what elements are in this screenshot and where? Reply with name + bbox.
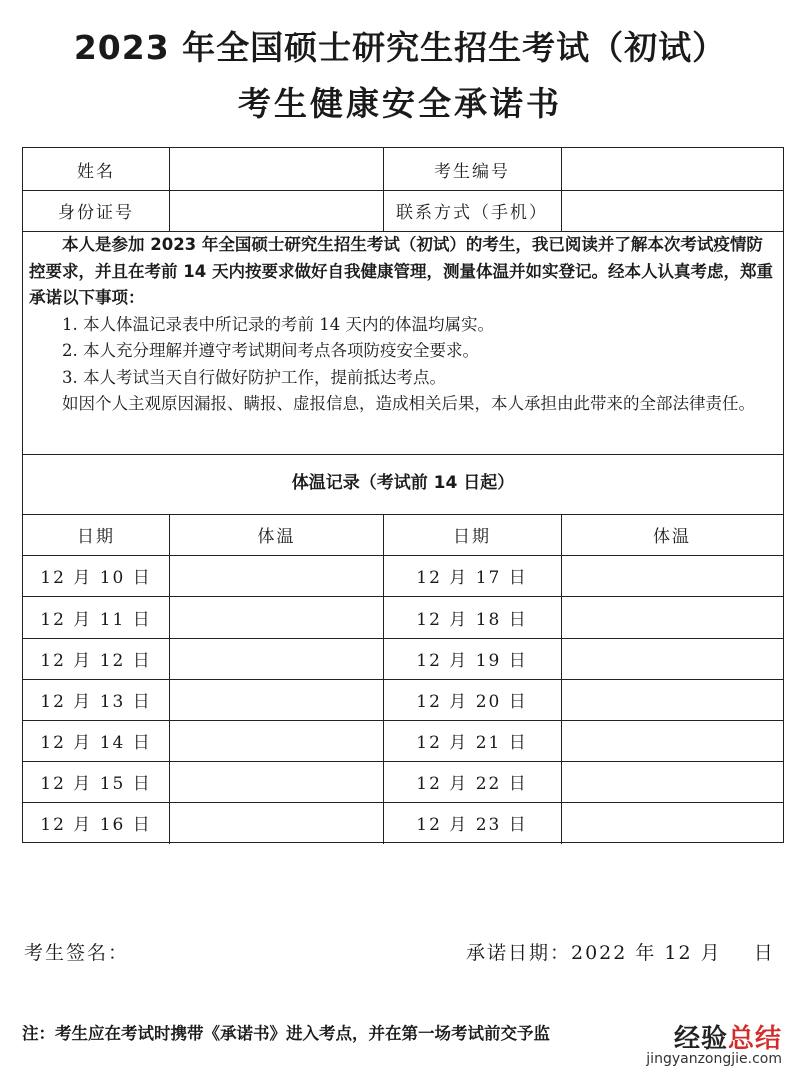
id-number-field[interactable] bbox=[170, 190, 383, 231]
date-cell: 12 月 14 日 bbox=[40, 733, 152, 753]
document-title: 2023 年全国硕士研究生招生考试（初试） bbox=[73, 28, 727, 67]
temperature-field[interactable] bbox=[170, 802, 383, 842]
name-field[interactable] bbox=[170, 148, 383, 190]
contact-label: 联系方式（手机） bbox=[396, 203, 548, 223]
temperature-field[interactable] bbox=[562, 596, 782, 638]
footnote: 注：考生应在考试时携带《承诺书》进入考点，并在第一场考试前交予监 bbox=[22, 1024, 550, 1043]
date-cell: 12 月 15 日 bbox=[40, 774, 152, 794]
temperature-field[interactable] bbox=[562, 679, 782, 720]
date-cell: 12 月 11 日 bbox=[40, 609, 152, 630]
temp-header-left: 体温 bbox=[257, 527, 296, 547]
promise-item-2: 2. 本人充分理解并遵守考试期间考点各项防疫安全要求。 bbox=[62, 341, 479, 360]
temperature-field[interactable] bbox=[562, 802, 782, 842]
commitment-date-label: 承诺日期：2022 年 12 月 日 bbox=[466, 942, 775, 964]
date-cell: 12 月 22 日 bbox=[416, 774, 528, 794]
temperature-field[interactable] bbox=[562, 720, 782, 761]
temperature-field[interactable] bbox=[170, 679, 383, 720]
id-number-label: 身份证号 bbox=[58, 203, 134, 223]
date-cell: 12 月 23 日 bbox=[416, 814, 528, 835]
promise-item-1: 1. 本人体温记录表中所记录的考前 14 天内的体温均属实。 bbox=[62, 314, 494, 334]
signature-label: 考生签名： bbox=[24, 942, 130, 964]
site-watermark bbox=[646, 1018, 782, 1067]
exam-number-label: 考生编号 bbox=[434, 161, 510, 182]
date-cell: 12 月 20 日 bbox=[416, 692, 528, 712]
temperature-field[interactable] bbox=[562, 761, 782, 802]
date-cell: 12 月 16 日 bbox=[40, 814, 152, 835]
date-cell: 12 月 17 日 bbox=[416, 568, 528, 588]
document-subtitle: 考生健康安全承诺书 bbox=[238, 84, 562, 123]
date-cell: 12 月 10 日 bbox=[40, 568, 152, 588]
row-divider bbox=[23, 454, 783, 455]
temperature-field[interactable] bbox=[170, 761, 383, 802]
temperature-field[interactable] bbox=[170, 638, 383, 679]
promise-closing: 如因个人主观原因漏报、瞒报、虚报信息，造成相关后果，本人承担由此带来的全部法律责任。 bbox=[62, 394, 755, 413]
temperature-field[interactable] bbox=[170, 555, 383, 596]
temperature-field[interactable] bbox=[562, 638, 782, 679]
temperature-record-title: 体温记录（考试前 14 日起） bbox=[291, 473, 515, 493]
watermark-text: 经验 bbox=[673, 1024, 728, 1054]
temperature-field[interactable] bbox=[170, 720, 383, 761]
exam-number-field[interactable] bbox=[562, 148, 782, 190]
date-cell: 12 月 19 日 bbox=[416, 651, 528, 671]
temperature-field[interactable] bbox=[170, 596, 383, 638]
date-cell: 12 月 13 日 bbox=[40, 692, 152, 712]
commitment-form-table bbox=[22, 147, 784, 843]
temp-header-right: 体温 bbox=[653, 527, 691, 547]
promise-text bbox=[29, 232, 777, 418]
date-header-left: 日期 bbox=[77, 527, 115, 547]
watermark-url: jingyanzongjie.com bbox=[646, 1051, 782, 1067]
temperature-field[interactable] bbox=[562, 555, 782, 596]
watermark-text-red: 总结 bbox=[727, 1024, 782, 1054]
contact-field[interactable] bbox=[562, 190, 782, 231]
date-cell: 12 月 18 日 bbox=[416, 609, 528, 630]
promise-item-3: 3. 本人考试当天自行做好防护工作，提前抵达考点。 bbox=[62, 367, 446, 387]
date-cell: 12 月 12 日 bbox=[40, 651, 152, 671]
name-label: 姓名 bbox=[77, 161, 115, 182]
promise-intro: 本人是参加 2023 年全国硕士研究生招生考试（初试）的考生，我已阅读并了解本次考试疫情防控要求，并且在考前 14 天内按要求做好自我健康管理，测量体温并如实登记。经本人认真考虑，郑重承诺以下事项： bbox=[29, 235, 773, 307]
date-header-right: 日期 bbox=[453, 527, 491, 547]
date-cell: 12 月 21 日 bbox=[416, 733, 528, 753]
